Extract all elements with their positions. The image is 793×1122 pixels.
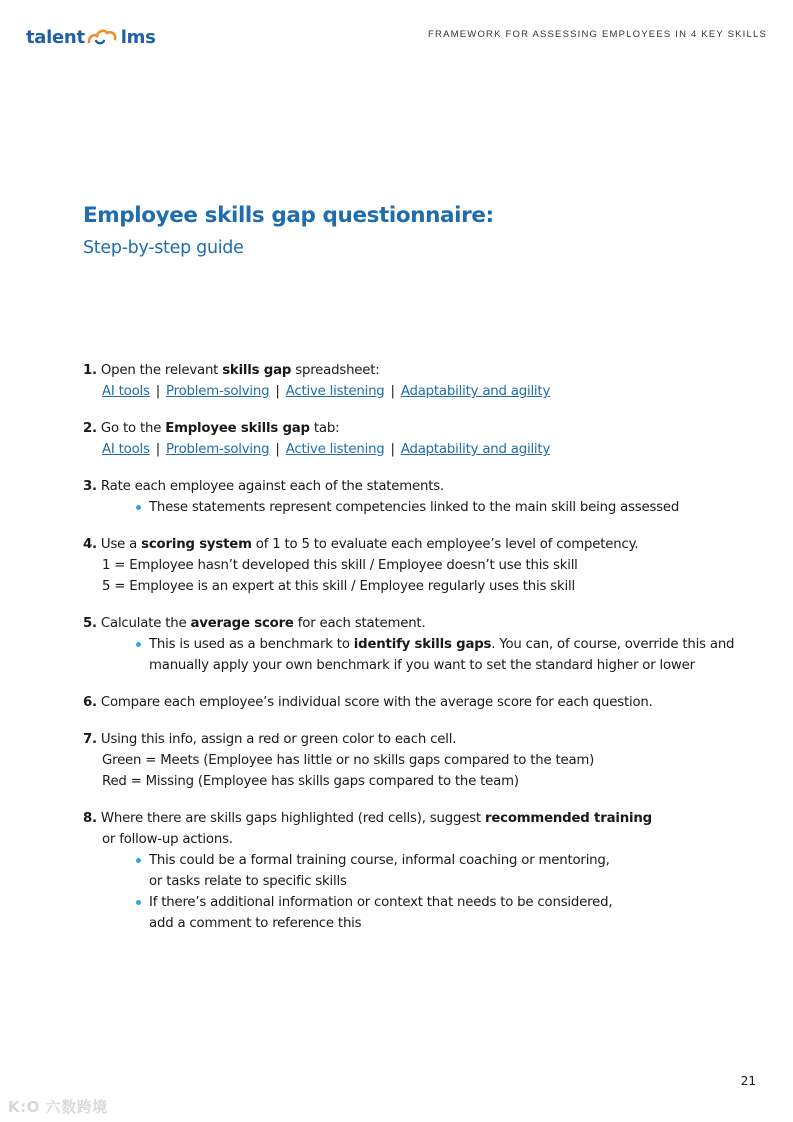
- step-6: [83, 692, 763, 713]
- step-number: 6.: [83, 695, 97, 710]
- score-definition: 1 = Employee hasn’t developed this skill / Employee doesn’t use this skill: [102, 558, 578, 573]
- link-separator: |: [390, 384, 395, 399]
- page-subtitle: Step-by-step guide: [83, 238, 244, 258]
- bullet-text: add a comment to reference this: [149, 916, 362, 931]
- step-3: [83, 476, 763, 518]
- link-separator: |: [275, 384, 280, 399]
- bullet-list: [83, 850, 763, 934]
- step-text: of 1 to 5 to evaluate each employee’s level of competency.: [251, 537, 639, 552]
- step-text: Calculate the: [100, 616, 191, 631]
- link-problem-solving[interactable]: Problem-solving: [166, 442, 270, 457]
- bullet-text: This could be a formal training course, informal coaching or mentoring,: [149, 853, 610, 868]
- bullet-list: [83, 497, 763, 518]
- bullet-bold-text: identify skills gaps: [353, 637, 492, 652]
- link-separator: |: [155, 384, 161, 399]
- step-number: 7.: [83, 732, 97, 747]
- bullet-item: [135, 892, 763, 934]
- bullet-text: . You can, of course, override this and: [491, 637, 735, 652]
- step-text: tab:: [309, 421, 340, 436]
- step-bold-text: recommended training: [484, 811, 652, 826]
- step-text: for each statement.: [293, 616, 426, 631]
- step-number: 5.: [83, 616, 97, 631]
- step-1: [83, 360, 763, 402]
- step-2: [83, 418, 763, 460]
- step-number: 2.: [83, 421, 97, 436]
- bullet-text: or tasks relate to specific skills: [149, 874, 347, 889]
- bullet-item: These statements represent competencies linked to the main skill being assessed: [135, 497, 763, 518]
- step-bold-text: Employee skills gap: [165, 421, 310, 436]
- score-definition: 5 = Employee is an expert at this skill / Employee regularly uses this skill: [102, 579, 575, 594]
- steps-list: [83, 360, 763, 950]
- step-text: Rate each employee against each of the statements.: [100, 479, 445, 494]
- bullet-list: [83, 634, 763, 676]
- logo-cloud-icon: [86, 26, 120, 48]
- link-separator: |: [275, 442, 280, 457]
- link-active-listening[interactable]: Active listening: [285, 442, 385, 457]
- link-ai-tools[interactable]: AI tools: [102, 442, 150, 457]
- step-text: Where there are skills gaps highlighted (red cells), suggest: [100, 811, 485, 826]
- color-definition: Green = Meets (Employee has little or no skills gaps compared to the team): [102, 753, 595, 768]
- step-bold-text: skills gap: [222, 363, 292, 378]
- step-7: [83, 729, 763, 792]
- step-bold-text: average score: [190, 616, 294, 631]
- link-problem-solving[interactable]: Problem-solving: [166, 384, 270, 399]
- link-separator: |: [390, 442, 395, 457]
- link-active-listening[interactable]: Active listening: [285, 384, 385, 399]
- link-adaptability[interactable]: Adaptability and agility: [400, 442, 551, 457]
- tab-links: [83, 439, 763, 460]
- bullet-item: [135, 634, 763, 676]
- step-number: 4.: [83, 537, 97, 552]
- link-ai-tools[interactable]: AI tools: [102, 384, 150, 399]
- step-4: [83, 534, 763, 597]
- step-bold-text: scoring system: [141, 537, 252, 552]
- step-number: 3.: [83, 479, 97, 494]
- step-8: [83, 808, 763, 934]
- bullet-text: If there’s additional information or context that needs to be considered,: [149, 895, 613, 910]
- step-text: Open the relevant: [100, 363, 223, 378]
- page-title: Employee skills gap questionnaire:: [83, 203, 494, 228]
- logo-text-lms: lms: [120, 26, 156, 48]
- spreadsheet-links: [83, 381, 763, 402]
- link-separator: |: [155, 442, 161, 457]
- color-definition: Red = Missing (Employee has skills gaps compared to the team): [102, 774, 519, 789]
- link-adaptability[interactable]: Adaptability and agility: [400, 384, 551, 399]
- step-text: Go to the: [100, 421, 166, 436]
- step-text: Compare each employee’s individual score with the average score for each question.: [100, 695, 653, 710]
- bullet-text: manually apply your own benchmark if you want to set the standard higher or lower: [149, 658, 695, 673]
- step-text: Using this info, assign a red or green color to each cell.: [100, 732, 457, 747]
- step-number: 8.: [83, 811, 97, 826]
- watermark: K:O 六数跨境: [8, 1098, 108, 1116]
- step-text: or follow-up actions.: [102, 832, 233, 847]
- bullet-item: [135, 850, 763, 892]
- bullet-text: This is used as a benchmark to: [149, 637, 354, 652]
- document-header-title: FRAMEWORK FOR ASSESSING EMPLOYEES IN 4 KEY SKILLS: [428, 29, 767, 40]
- step-text: Use a: [100, 537, 142, 552]
- step-number: 1.: [83, 363, 97, 378]
- logo-text-talent: talent: [26, 26, 85, 48]
- talentlms-logo: [26, 22, 156, 52]
- step-text: spreadsheet:: [291, 363, 380, 378]
- step-5: [83, 613, 763, 676]
- page-number: 21: [740, 1074, 756, 1088]
